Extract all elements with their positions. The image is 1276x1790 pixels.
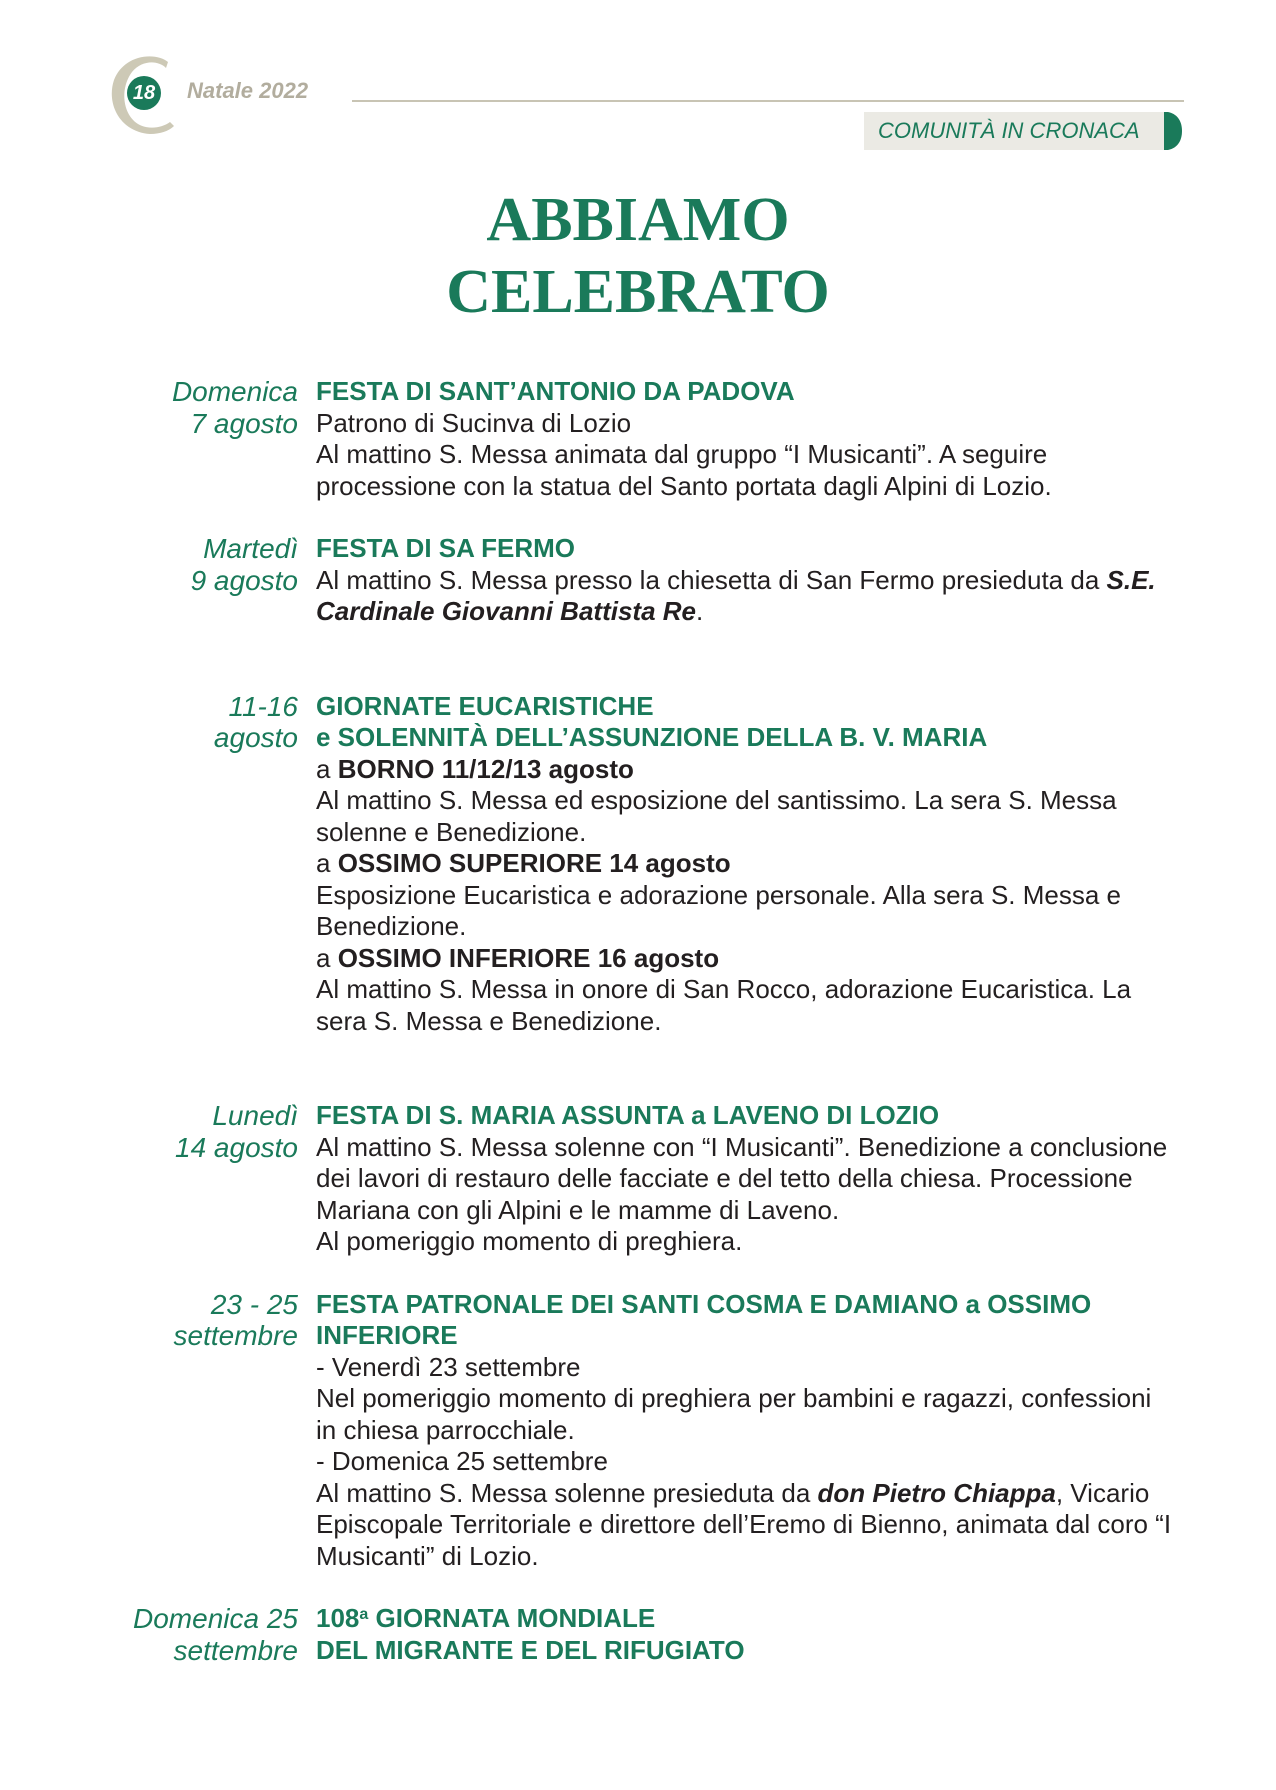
event-body (316, 691, 1176, 1038)
celebrant-name: don Pietro Chiappa (817, 1477, 1056, 1508)
event-date-line: 11-16 (228, 690, 298, 722)
event-heading-part: 108 (316, 1603, 360, 1633)
event-date-line: 23 - 25 (210, 1288, 298, 1320)
event-text-part: a (316, 942, 338, 973)
event-entry (0, 1603, 1276, 1666)
event-date-line: agosto (213, 722, 298, 753)
event-heading: FESTA PATRONALE DEI SANTI COSMA E DAMIANO a OSSIMO INFERIORE (316, 1288, 1092, 1350)
event-text: Al mattino S. Messa solenne con “I Musicanti”. Benedizione a conclusione dei lavori di restauro delle facciate e del tetto della chiesa. Processione Mariana con gli Alpini e le mamme di Laveno. (316, 1131, 1168, 1225)
event-heading: GIORNATE EUCARISTICHE (316, 690, 654, 721)
event-text: Al mattino S. Messa animata dal gruppo “I Musicanti”. A seguire processione con la statua del Santo portata dagli Alpini di Lozio. (316, 439, 1052, 501)
section-tab-cap-icon (1164, 112, 1182, 150)
event-text: Al mattino S. Messa ed esposizione del santissimo. La sera S. Messa solenne e Benedizione. (316, 785, 1117, 847)
page-number: 18 (127, 76, 161, 110)
event-date (0, 376, 298, 502)
event-text-part: a (316, 753, 338, 784)
event-date-line: 14 agosto (175, 1131, 298, 1163)
event-date-line: Lunedì (212, 1100, 298, 1131)
event-body (316, 376, 1176, 502)
event-entry (0, 533, 1276, 628)
event-text: Al pomeriggio momento di preghiera. (316, 1226, 743, 1256)
title-line-1: ABBIAMO (486, 186, 790, 254)
event-body (316, 1603, 1176, 1666)
event-text: - Domenica 25 settembre (316, 1446, 608, 1476)
event-text-part: . (695, 596, 704, 626)
event-date (0, 1100, 298, 1258)
event-date (0, 533, 298, 628)
event-date-line: settembre (173, 1634, 298, 1666)
event-entry (0, 376, 1276, 502)
event-date (0, 691, 298, 1038)
event-date-line: 7 agosto (190, 407, 298, 439)
event-text-part: Al mattino S. Messa solenne presieduta da (316, 1477, 818, 1508)
event-text (316, 565, 1176, 628)
event-heading: e SOLENNITÀ DELL’ASSUNZIONE DELLA B. V. MARIA (316, 722, 988, 752)
event-date-line: 9 agosto (190, 564, 298, 596)
event-text: Patrono di Sucinva di Lozio (316, 407, 632, 438)
event-text: Esposizione Eucaristica e adorazione personale. Alla sera S. Messa e Benedizione. (316, 879, 1121, 941)
event-date (0, 1289, 298, 1573)
page-title (0, 184, 1276, 328)
event-place (316, 943, 1176, 975)
event-place (316, 848, 1176, 880)
issue-label: Natale 2022 (187, 78, 309, 103)
events-list (0, 376, 1276, 1666)
section-label: COMUNITÀ IN CRONACA (864, 112, 1168, 150)
event-place-name: BORNO 11/12/13 agosto (337, 753, 634, 784)
event-heading: FESTA DI SANT’ANTONIO DA PADOVA (316, 376, 795, 406)
event-date-line: settembre (173, 1320, 298, 1351)
event-heading: FESTA DI SA FERMO (316, 533, 576, 563)
event-text-part: Al mattino S. Messa presso la chiesetta di San Fermo presieduta da (316, 564, 1107, 595)
event-place (316, 754, 1176, 786)
event-place-name: OSSIMO SUPERIORE 14 agosto (337, 848, 731, 878)
event-body (316, 533, 1176, 628)
event-text: Al mattino S. Messa in onore di San Rocco, adorazione Eucaristica. La sera S. Messa e Benedizione. (316, 974, 1132, 1036)
ordinal-superscript: a (359, 1606, 369, 1623)
event-date (0, 1603, 298, 1666)
event-text-part: , Vicario Episcopale Territoriale e direttore dell’Eremo di Bienno, animata dal coro “I Musicanti” di Lozio. (316, 1477, 1172, 1571)
event-text-part: a (316, 848, 338, 878)
event-heading: FESTA DI S. MARIA ASSUNTA a LAVENO DI LOZIO (316, 1100, 940, 1130)
event-body (316, 1100, 1176, 1258)
event-date-line: Martedì (203, 533, 298, 564)
event-heading: DEL MIGRANTE E DEL RIFUGIATO (316, 1634, 745, 1665)
title-line-2: CELEBRATO (446, 258, 830, 326)
event-date-line: Domenica (171, 376, 298, 407)
celebrant-name: S.E. Cardinale Giovanni Battista Re (316, 564, 1156, 626)
header-divider (352, 100, 1184, 102)
event-body (316, 1289, 1176, 1573)
event-date-line: Domenica 25 (133, 1603, 298, 1634)
event-place-name: OSSIMO INFERIORE 16 agosto (337, 942, 720, 973)
event-entry (0, 1289, 1276, 1573)
event-text (316, 1478, 1176, 1573)
event-entry (0, 1100, 1276, 1258)
event-heading-part: GIORNATA MONDIALE (368, 1603, 656, 1633)
event-text: Nel pomeriggio momento di preghiera per bambini e ragazzi, confessioni in chiesa parrocchiale. (316, 1383, 1152, 1445)
event-entry (0, 691, 1276, 1038)
event-text: - Venerdì 23 settembre (316, 1351, 581, 1382)
event-heading (316, 1603, 1176, 1635)
